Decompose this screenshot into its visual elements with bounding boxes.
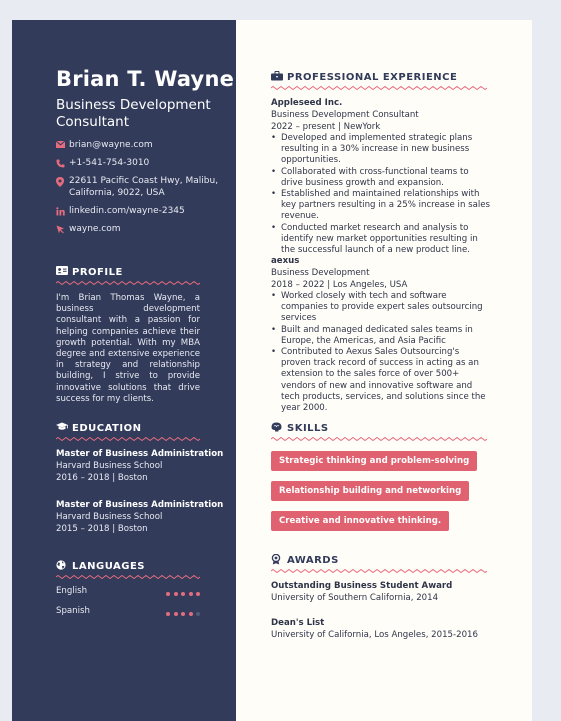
job-company: aexus [271, 256, 300, 266]
job-entry [271, 256, 491, 414]
education-degree: Master of Business Administration [56, 449, 224, 459]
contact-email-text: brian@wayne.com [69, 140, 153, 150]
award-name: Outstanding Business Student Award [271, 581, 453, 591]
award-organization: University of California, Los Angeles, 2015-2016 [271, 630, 478, 640]
rating-dot-filled [174, 592, 178, 596]
briefcase-icon [271, 71, 283, 81]
job-dates: 2022 – present | NewYork [271, 122, 381, 132]
id-card-icon [56, 266, 68, 276]
contact-website[interactable] [56, 223, 236, 235]
job-bullet: • Built and managed dedicated sales teams in Europe, the Americas, and Asia Pacific [271, 325, 491, 347]
candidate-title: Business Development Consultant [56, 97, 211, 130]
job-role: Business Development Consultant [271, 110, 419, 120]
profile-text: I'm Brian Thomas Wayne, a business development consultant with a passion for helping companies achieve their growth potential. With my MBA degree and extensive experience in strategy and relationship building, I strive to provide innovative solutions that drive success for my clients. [56, 293, 200, 404]
location-pin-icon [56, 175, 66, 187]
profile-divider [56, 281, 200, 285]
experience-section-header [271, 72, 487, 90]
contact-website-text: wayne.com [69, 224, 121, 234]
education-section-header [56, 423, 200, 441]
awards-divider [271, 569, 487, 573]
skills-section-header [271, 423, 487, 441]
awards-section-header [271, 555, 487, 573]
main-column [236, 20, 532, 721]
rating-dot-filled [166, 592, 170, 596]
contact-address [56, 175, 236, 199]
rating-dot-filled [181, 592, 185, 596]
education-divider [56, 437, 200, 441]
rating-dot-filled [189, 592, 193, 596]
language-rating [163, 609, 201, 619]
job-entry [271, 98, 491, 256]
language-rating [163, 589, 201, 599]
profile-heading: PROFILE [72, 267, 123, 278]
language-item [56, 606, 200, 618]
language-name: Spanish [56, 606, 90, 616]
experience-divider [271, 86, 487, 90]
contact-linkedin-text: linkedin.com/wayne-2345 [69, 206, 185, 216]
rating-dot-filled [189, 612, 193, 616]
skills-heading: SKILLS [287, 423, 329, 434]
job-bullet: • Worked closely with tech and software companies to provide expert sales outsourcing services [271, 291, 491, 325]
phone-icon [56, 157, 66, 169]
education-heading: EDUCATION [72, 423, 142, 434]
education-item [56, 448, 236, 484]
award-item [271, 580, 491, 604]
candidate-name: Brian T. Wayne [56, 67, 235, 91]
education-dates: 2016 – 2018 | Boston [56, 473, 148, 483]
contact-phone-text: +1-541-754-3010 [69, 158, 150, 168]
contact-address-text: 22611 Pacific Coast Hwy, Malibu, California, 9022, USA [69, 176, 219, 198]
job-bullet: • Established and maintained relationships with key partners resulting in a 25% increase in sales revenue. [271, 189, 491, 223]
job-company: Appleseed Inc. [271, 98, 343, 108]
medal-icon [271, 554, 283, 564]
award-item [271, 617, 491, 641]
experience-heading: PROFESSIONAL EXPERIENCE [287, 72, 458, 83]
contact-linkedin[interactable] [56, 205, 236, 217]
education-school: Harvard Business School [56, 512, 163, 522]
cursor-icon [56, 223, 66, 235]
languages-divider [56, 575, 200, 579]
language-name: English [56, 586, 88, 596]
education-degree: Master of Business Administration [56, 500, 224, 510]
job-bullet: • Conducted market research and analysis to identify new market opportunities resulting in the successful launch of a new product line. [271, 223, 491, 257]
resume-page [12, 20, 532, 721]
contact-email[interactable] [56, 139, 236, 151]
linkedin-icon [56, 205, 66, 217]
skill-badge: Strategic thinking and problem-solving [271, 451, 477, 471]
email-icon [56, 139, 66, 151]
awards-heading: AWARDS [287, 555, 339, 566]
job-bullet: • Collaborated with cross-functional teams to drive business growth and expansion. [271, 167, 491, 189]
sidebar [12, 20, 236, 721]
skill-badge: Relationship building and networking [271, 481, 469, 501]
education-dates: 2015 – 2018 | Boston [56, 524, 148, 534]
rating-dot-filled [174, 612, 178, 616]
language-item [56, 586, 200, 598]
job-bullet: • Contributed to Aexus Sales Outsourcing's proven track record of success in acting as an extension to the sales force of over 500+ vendors of new and innovative software and tech products, services, and solutions since the year 2000. [271, 347, 491, 414]
job-role: Business Development [271, 268, 370, 278]
award-name: Dean's List [271, 618, 325, 628]
brain-icon [271, 422, 283, 432]
languages-heading: LANGUAGES [72, 561, 145, 572]
languages-section-header [56, 561, 200, 579]
rating-dot-filled [181, 612, 185, 616]
rating-dot-empty [196, 612, 200, 616]
education-school: Harvard Business School [56, 461, 163, 471]
job-bullets [271, 133, 491, 256]
job-bullet: • Developed and implemented strategic plans resulting in a 30% increase in new business opportunities. [271, 133, 491, 167]
skills-divider [271, 437, 487, 441]
skill-badge: Creative and innovative thinking. [271, 511, 449, 531]
graduation-cap-icon [56, 422, 68, 432]
job-dates: 2018 – 2022 | Los Angeles, USA [271, 280, 408, 290]
rating-dot-filled [166, 612, 170, 616]
profile-section-header [56, 267, 200, 285]
education-item [56, 499, 236, 535]
contact-list [56, 139, 236, 241]
award-organization: University of Southern California, 2014 [271, 593, 439, 603]
contact-phone[interactable] [56, 157, 236, 169]
globe-icon [56, 560, 68, 570]
rating-dot-filled [196, 592, 200, 596]
job-bullets [271, 291, 491, 414]
